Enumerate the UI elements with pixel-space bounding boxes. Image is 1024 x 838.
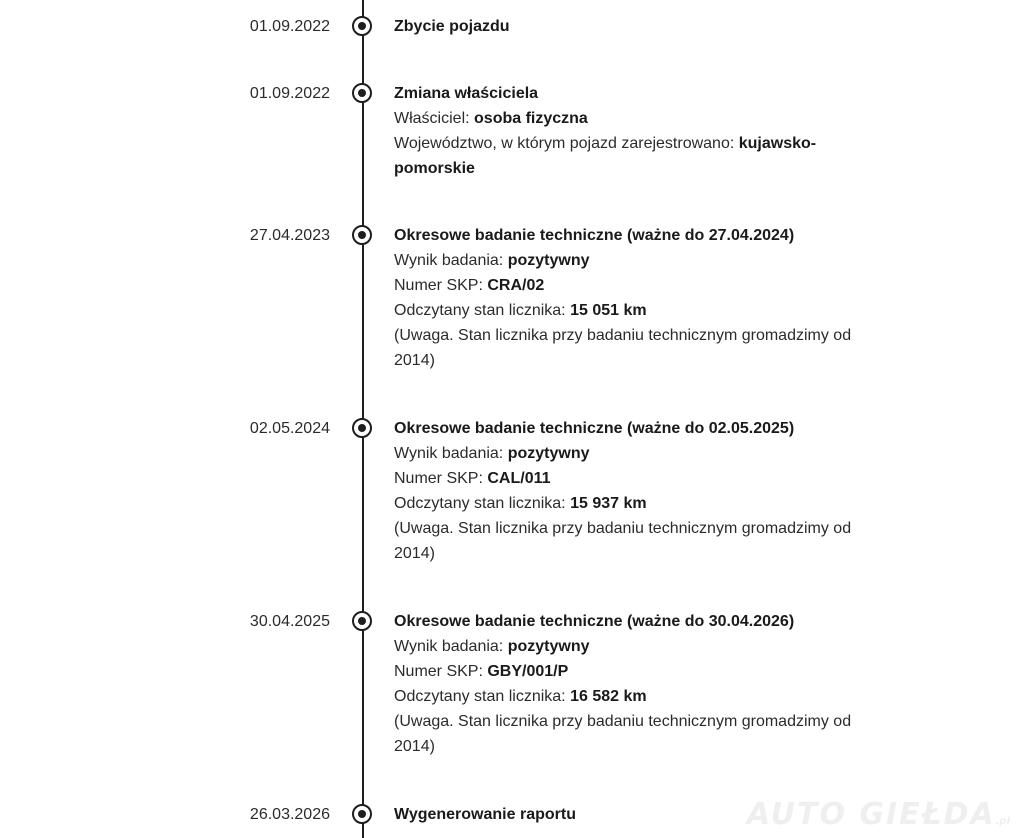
timeline-dot-icon: [352, 225, 372, 245]
timeline-dot-icon: [352, 804, 372, 824]
event-date: 01.09.2022: [249, 18, 330, 35]
event-content: [394, 416, 884, 566]
event-content: [394, 223, 884, 373]
detail-value: pozytywny: [507, 445, 590, 462]
event-note: (Uwaga. Stan licznika przy badaniu technicznym gromadzimy od 2014): [394, 713, 852, 755]
detail-label: Odczytany stan licznika:: [394, 688, 571, 705]
detail-value: kujawsko-pomorskie: [394, 135, 817, 177]
detail-value: 16 582 km: [570, 688, 647, 705]
event-content: [394, 81, 854, 181]
detail-label: Właściciel:: [394, 110, 475, 127]
event-date: 02.05.2024: [249, 420, 330, 437]
watermark-suffix: .pl: [995, 816, 1010, 827]
event-detail: [394, 659, 884, 684]
event-title: Okresowe badanie techniczne (ważne do 27.04.2024): [394, 227, 795, 244]
detail-label: Wynik badania:: [394, 638, 508, 655]
detail-label: Numer SKP:: [394, 470, 488, 487]
timeline-dot-icon: [352, 418, 372, 438]
event-content: [394, 609, 884, 759]
detail-label: Wynik badania:: [394, 252, 508, 269]
detail-label: Odczytany stan licznika:: [394, 302, 571, 319]
detail-label: Odczytany stan licznika:: [394, 495, 571, 512]
event-detail: [394, 248, 884, 273]
event-detail: [394, 684, 884, 709]
event-title: Okresowe badanie techniczne (ważne do 02.05.2025): [394, 420, 795, 437]
event-title: Zmiana właściciela: [394, 85, 539, 102]
timeline-dot-icon: [352, 83, 372, 103]
event-content: [394, 14, 884, 39]
watermark-text: AUTO GIEŁDA: [746, 797, 996, 832]
event-date: 30.04.2025: [249, 613, 330, 630]
event-detail: [394, 466, 884, 491]
event-detail: [394, 634, 884, 659]
detail-value: osoba fizyczna: [474, 110, 588, 127]
detail-value: 15 937 km: [570, 495, 647, 512]
detail-value: GBY/001/P: [487, 663, 569, 680]
detail-value: 15 051 km: [570, 302, 647, 319]
event-detail: [394, 106, 854, 131]
detail-value: CRA/02: [487, 277, 545, 294]
event-detail: [394, 298, 884, 323]
timeline-dot-icon: [352, 611, 372, 631]
event-date: 26.03.2026: [249, 806, 330, 823]
timeline-dot-icon: [352, 16, 372, 36]
detail-value: CAL/011: [487, 470, 551, 487]
event-title: Wygenerowanie raportu: [394, 806, 576, 823]
event-detail: [394, 441, 884, 466]
event-note: (Uwaga. Stan licznika przy badaniu technicznym gromadzimy od 2014): [394, 520, 852, 562]
event-date: 01.09.2022: [249, 85, 330, 102]
detail-value: pozytywny: [507, 638, 590, 655]
event-title: Zbycie pojazdu: [394, 18, 510, 35]
event-note: (Uwaga. Stan licznika przy badaniu technicznym gromadzimy od 2014): [394, 327, 852, 369]
event-title: Okresowe badanie techniczne (ważne do 30.04.2026): [394, 613, 795, 630]
watermark-logo: [747, 797, 1010, 832]
detail-label: Województwo, w którym pojazd zarejestrowano:: [394, 135, 739, 152]
event-detail: [394, 273, 884, 298]
detail-label: Wynik badania:: [394, 445, 508, 462]
detail-value: pozytywny: [507, 252, 590, 269]
event-date: 27.04.2023: [249, 227, 330, 244]
detail-label: Numer SKP:: [394, 663, 488, 680]
detail-label: Numer SKP:: [394, 277, 488, 294]
event-detail: [394, 131, 854, 181]
event-detail: [394, 491, 884, 516]
